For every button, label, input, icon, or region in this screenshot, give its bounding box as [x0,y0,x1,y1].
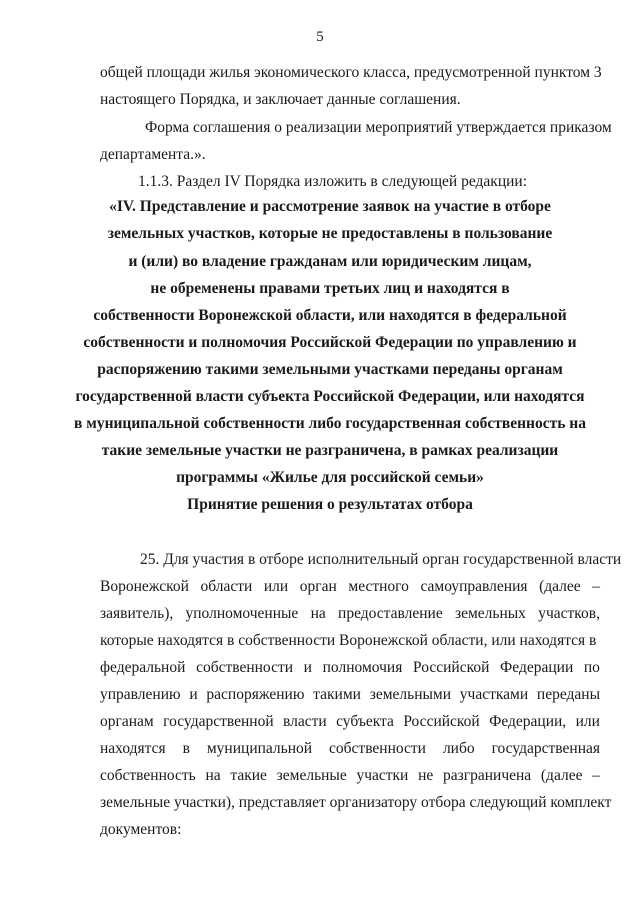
word: собственности [329,740,426,757]
word: такие [230,767,267,784]
word: – [592,578,600,595]
word: либо [442,740,475,757]
word: земельные [276,767,347,784]
word: в [182,740,190,757]
heading-line-6: собственности и полномочия Российской Федерации по управлению и [83,334,577,351]
word: собственности [196,659,294,676]
word: участками [459,686,529,703]
heading-line-7: распоряжению такими земельными участками переданы органам [97,361,563,378]
word: переданы [536,686,600,703]
word: разграничена [442,767,532,784]
word: на [310,605,326,622]
word: – [592,767,600,784]
paragraph-2-line-1: Форма соглашения о реализации мероприятий утверждается приказом [145,119,612,136]
word: уполномоченные [185,605,299,622]
word: на [205,767,221,784]
word: участков, [538,605,600,622]
word: федеральной [100,659,186,676]
word: находятся [100,740,166,757]
heading-line-10: такие земельные участки не разграничена, в рамках реализации [101,442,559,459]
word: Воронежской [100,578,189,595]
paragraph-25-line-2 [100,578,600,596]
word: или [575,713,600,730]
word: такими [313,686,361,703]
word: и [303,659,312,676]
paragraph-25-line-7 [100,713,600,731]
word: собственность [100,767,196,784]
paragraph-25-line-6 [100,686,600,704]
word: по [583,659,600,676]
word: распоряжению [206,686,305,703]
word: субъекта [336,713,394,730]
word: органам [100,713,154,730]
word: самоуправления [420,578,528,595]
heading-line-3: и (или) во владение гражданам или юридическим лицам, [128,253,532,270]
word: и [189,686,198,703]
paragraph-25-line-10: земельные участки), представляет организатору отбора следующий комплект [100,794,612,811]
word: Российской [412,659,490,676]
word: полномочия [322,659,403,676]
word: управлению [100,686,181,703]
heading-line-8: государственной власти субъекта Российской Федерации, или находятся [75,388,585,405]
word: Российской [403,713,480,730]
heading-line-2: земельных участков, которые не предоставлены в пользование [107,225,553,242]
paragraph-25-line-11: документов: [100,821,182,838]
word: области [200,578,253,595]
word: местного [348,578,409,595]
heading-line-9: в муниципальной собственности либо государственная собственность на [74,415,586,432]
word: Федерации, [489,713,567,730]
word: или [263,578,289,595]
paragraph-25-line-4: которые находятся в собственности Воронежской области, или находятся в [100,632,597,649]
heading-line-5: собственности Воронежской области, или находятся в федеральной [93,307,567,324]
word: земельными [369,686,452,703]
word: заявитель), [100,605,174,622]
paragraph-25-line-9 [100,767,600,785]
word: (далее [539,578,581,595]
word: власти [283,713,327,730]
heading-line-12: Принятие решения о результатах отбора [187,496,473,513]
paragraph-1-line-2: настоящего Порядка, и заключает данные соглашения. [100,91,461,108]
paragraph-25-line-8 [100,740,600,758]
word: не [418,767,434,784]
word: предоставление [338,605,443,622]
paragraph-2-line-2: департамента.». [100,146,206,163]
paragraph-3-line-1: 1.1.3. Раздел IV Порядка изложить в следующей редакции: [138,173,528,190]
word: государственной [163,713,274,730]
heading-line-4: не обременены правами третьих лиц и находятся в [150,280,510,297]
word: (далее [540,767,583,784]
paragraph-1-line-1: общей площади жилья экономического класса, предусмотренной пунктом 3 [100,64,602,81]
heading-line-11: программы «Жилье для российской семьи» [176,469,484,486]
word: орган [299,578,337,595]
page-number: 5 [316,29,324,45]
paragraph-25-line-3 [100,605,600,623]
word: земельных [454,605,526,622]
heading-line-1: «IV. Представление и рассмотрение заявок на участие в отборе [109,198,551,215]
paragraph-25-line-1: 25. Для участия в отборе исполнительный орган государственной власти [140,551,622,568]
word: государственная [491,740,600,757]
paragraph-25-line-5 [100,659,600,677]
word: участки [356,767,409,784]
word: муниципальной [206,740,313,757]
word: Федерации [500,659,574,676]
